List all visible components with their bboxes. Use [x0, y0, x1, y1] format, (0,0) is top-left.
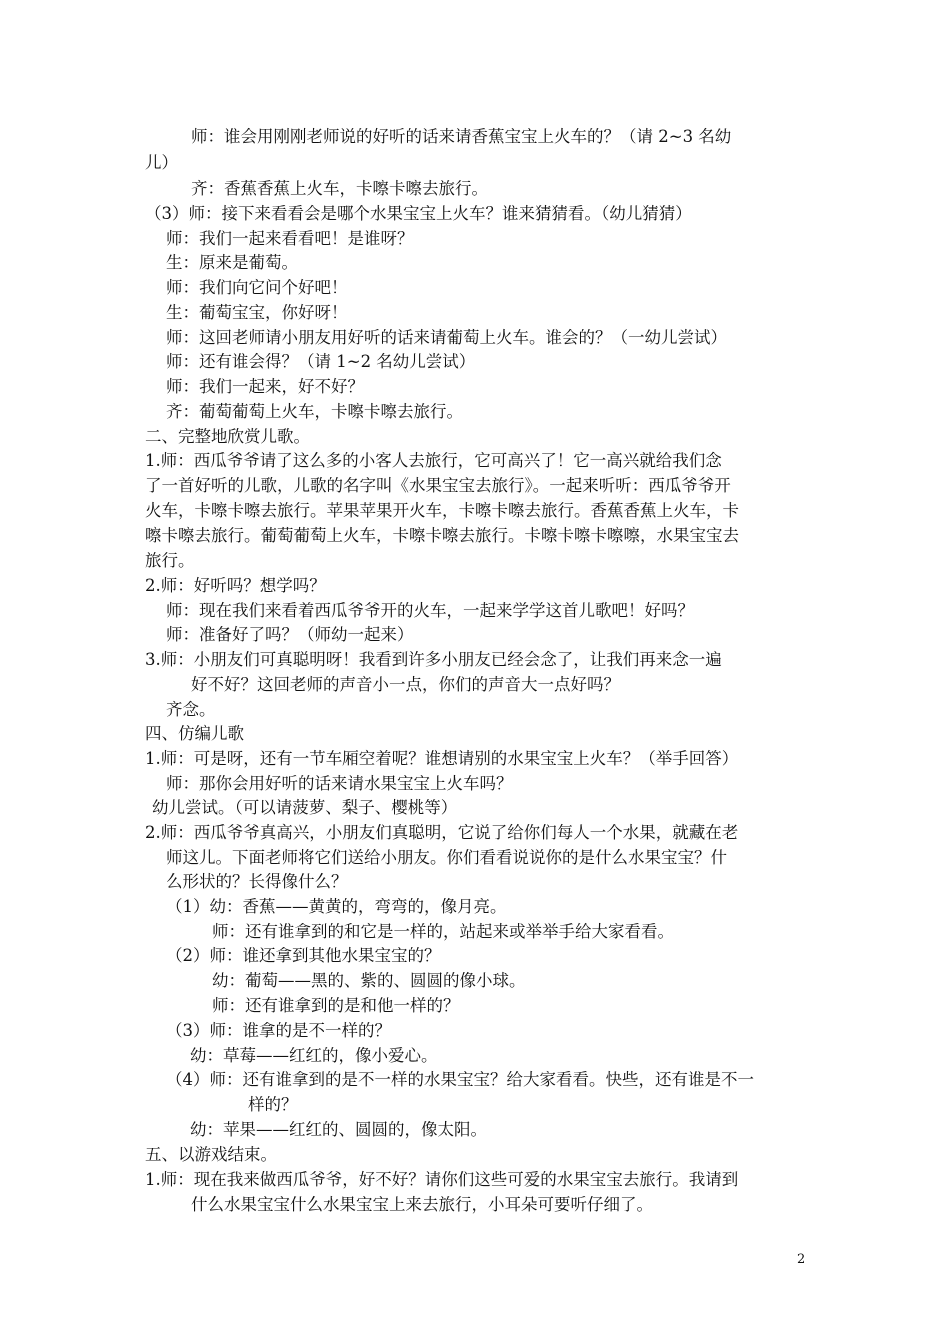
text-line: 幼：葡萄——黑的、紫的、圆圆的像小球。	[212, 971, 526, 990]
text-line: 齐念。	[166, 700, 216, 719]
text-line: （1）幼：香蕉——黄黄的，弯弯的，像月亮。	[166, 897, 507, 916]
text-line: （3）师：接下来看看会是哪个水果宝宝上火车？谁来猜猜看。（幼儿猜猜）	[145, 204, 692, 223]
section-heading: 四、仿编儿歌	[145, 724, 244, 743]
text-line: 师：现在我们来看着西瓜爷爷开的火车，一起来学学这首儿歌吧！好吗？	[166, 601, 694, 620]
text-line: 师：这回老师请小朋友用好听的话来请葡萄上火车。谁会的？（一幼儿尝试）	[166, 328, 727, 347]
page-number: 2	[797, 1252, 806, 1267]
text-line: 师：还有谁拿到的是和他一样的？	[212, 996, 460, 1015]
text-line: 样的？	[248, 1095, 298, 1114]
text-line: 师：还有谁拿到的和它是一样的，站起来或举举手给大家看看。	[212, 922, 674, 941]
text-line: 师：我们向它问个好吧！	[166, 278, 348, 297]
text-line: 师：我们一起来，好不好？	[166, 377, 364, 396]
text-line: 1.师：可是呀，还有一节车厢空着呢？谁想请别的水果宝宝上火车？（举手回答）	[145, 749, 739, 768]
text-line: 生：葡萄宝宝，你好呀！	[166, 303, 348, 322]
text-line: 师：谁会用刚刚老师说的好听的话来请香蕉宝宝上火车的？（请 2~3 名幼	[191, 127, 732, 146]
text-line: 生：原来是葡萄。	[166, 253, 298, 272]
text-line: 么形状的？长得像什么？	[166, 872, 348, 891]
text-line: 幼：苹果——红红的、圆圆的，像太阳。	[190, 1120, 487, 1139]
text-line: 幼儿尝试。（可以请菠萝、梨子、樱桃等）	[152, 798, 458, 817]
text-line: 了一首好听的儿歌，儿歌的名字叫《水果宝宝去旅行》。一起来听听：西瓜爷爷开	[145, 476, 731, 495]
text-line: 1.师：西瓜爷爷请了这么多的小客人去旅行，它可高兴了！它一高兴就给我们念	[145, 451, 722, 470]
text-line: 师：还有谁会得？（请 1~2 名幼儿尝试）	[166, 352, 476, 371]
text-line: 齐：香蕉香蕉上火车，卡嚓卡嚓去旅行。	[191, 179, 488, 198]
text-line: 2.师：西瓜爷爷真高兴，小朋友们真聪明，它说了给你们每人一个水果，就藏在老	[145, 823, 739, 842]
text-line: 儿）	[145, 153, 178, 172]
section-heading: 二、完整地欣赏儿歌。	[145, 427, 310, 446]
text-line: 师：我们一起来看看吧！是谁呀？	[166, 229, 414, 248]
text-line: 2.师：好听吗？想学吗？	[145, 576, 326, 595]
text-line: 齐：葡萄葡萄上火车，卡嚓卡嚓去旅行。	[166, 402, 463, 421]
text-line: 师这儿。下面老师将它们送给小朋友。你们看看说说你的是什么水果宝宝？什	[166, 848, 727, 867]
section-heading: 五、以游戏结束。	[145, 1145, 277, 1164]
text-line: 1.师：现在我来做西瓜爷爷，好不好？请你们这些可爱的水果宝宝去旅行。我请到	[145, 1170, 739, 1189]
text-line: （4）师：还有谁拿到的是不一样的水果宝宝？给大家看看。快些，还有谁是不一	[166, 1070, 754, 1089]
text-line: （2）师：谁还拿到其他水果宝宝的？	[166, 946, 441, 965]
text-line: 师：准备好了吗？（师幼一起来）	[166, 625, 414, 644]
text-line: 好不好？这回老师的声音小一点，你们的声音大一点好吗？	[191, 675, 620, 694]
text-line: 师：那你会用好听的话来请水果宝宝上火车吗？	[166, 774, 513, 793]
text-line: （3）师：谁拿的是不一样的？	[166, 1021, 391, 1040]
text-line: 旅行。	[145, 551, 195, 570]
text-line: 火车，卡嚓卡嚓去旅行。苹果苹果开火车，卡嚓卡嚓去旅行。香蕉香蕉上火车，卡	[145, 501, 739, 520]
text-line: 幼：草莓——红红的，像小爱心。	[190, 1046, 438, 1065]
text-line: 3.师：小朋友们可真聪明呀！我看到许多小朋友已经会念了，让我们再来念一遍	[145, 650, 722, 669]
text-line: 嚓卡嚓去旅行。葡萄葡萄上火车，卡嚓卡嚓去旅行。卡嚓卡嚓卡嚓嚓，水果宝宝去	[145, 526, 739, 545]
text-line: 什么水果宝宝什么水果宝宝上来去旅行，小耳朵可要听仔细了。	[191, 1195, 653, 1214]
